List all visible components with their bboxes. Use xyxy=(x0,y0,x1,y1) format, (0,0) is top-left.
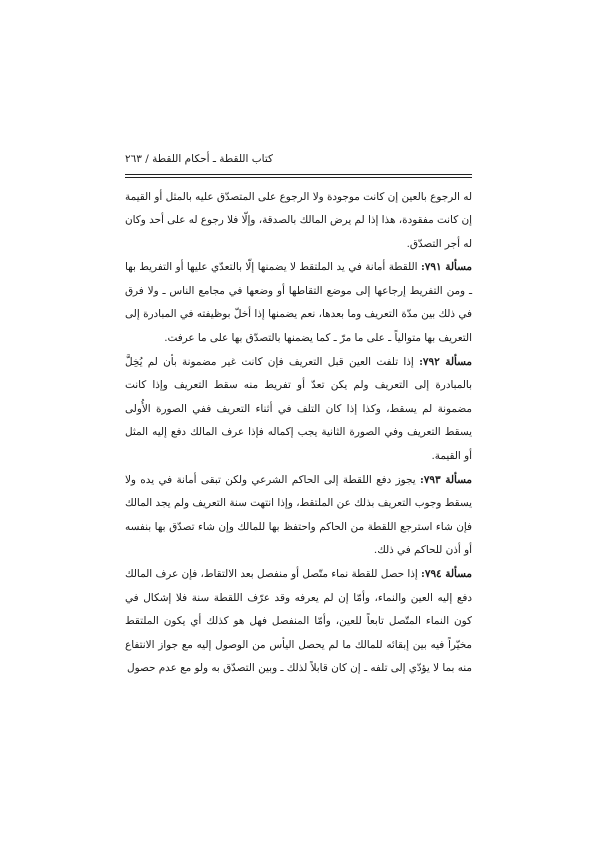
paragraph-masala-791 xyxy=(125,256,472,350)
running-head xyxy=(125,150,472,174)
paragraph-continuation xyxy=(125,186,472,257)
masala-heading: مسألة ٧٩١: xyxy=(420,261,472,274)
paragraph-text: اللقطة أمانة في يد الملتقط لا يضمنها إلّا بالتعدّي عليها أو التفريط بها ـ ومن التفريط إرجاعها إلى موضع التقاطها أو وضعها في مجامع الناس ـ ولا فرق في ذلك بين مدّة التعريف وما بعدها، نعم يضمنها إذا أخلّ بوظيفته في المبادرة إلى التعريف بها متوالياً ـ على ما مرّ ـ كما يضمنها بالتصدّق بها على ما عرفت. xyxy=(125,261,472,345)
running-head-text: كتاب اللقطة ـ أحكام اللقطة / ٢٦٣ xyxy=(125,153,274,165)
body-text xyxy=(125,186,472,681)
header-double-rule xyxy=(125,174,472,178)
masala-heading: مسألة ٧٩٣: xyxy=(419,473,472,486)
paragraph-masala-792 xyxy=(125,351,472,469)
paragraph-text: إذا تلفت العين قبل التعريف فإن كانت غير مضمونة بأن لم يُخِلَّ بالمبادرة إلى التعريف ولم يكن تعدّ أو تفريط منه سقط التعريف وإذا كانت مضمونة لم يسقط، وكذا إذا كان التلف في أثناء التعريف ففي الصورة الأُولى يسقط التعريف وفي الصورة الثانية يجب إكماله فإذا عرف المالك دفع إليه المثل أو القيمة. xyxy=(125,355,472,463)
paragraph-text: يجوز دفع اللقطة إلى الحاكم الشرعي ولكن تبقى أمانة في يده ولا يسقط وجوب التعريف بذلك عن الملتقط، وإذا انتهت سنة التعريف ولم يجد المالك فإن شاء استرجع اللقطة من الحاكم واحتفظ بها للمالك وإن شاء تصدّق بها بنفسه أو أذن للحاكم في ذلك. xyxy=(125,473,472,557)
paragraph-text: إذا حصل للقطة نماء متّصل أو منفصل بعد الالتقاط، فإن عرف المالك دفع إليه العين والنماء، وأمّا إن لم يعرفه وقد عرّف اللقطة سنة فلا إشكال في كون النماء المتّصل تابعاً للعين، وأمّا المنفصل فهل هو كذلك أي يكون الملتقط مخيّراً فيه بين إبقائه للمالك ما لم يحصل اليأس من الوصول إليه مع جواز الانتفاع منه بما لا يؤدّي إلى تلفه ـ إن كان قابلاً لذلك ـ وبين التصدّق به ولو مع عدم حصول xyxy=(125,568,472,675)
book-page xyxy=(125,150,472,770)
masala-heading: مسألة ٧٩٢: xyxy=(419,355,472,368)
paragraph-text: له الرجوع بالعين إن كانت موجودة ولا الرجوع على المتصدّق عليه بالمثل أو القيمة إن كانت مفقودة، هذا إذا لم يرض المالك بالصدقة، وإلّا فلا رجوع له على أحد وكان له أجر التصدّق. xyxy=(125,190,472,250)
paragraph-masala-794 xyxy=(125,563,472,681)
paragraph-masala-793 xyxy=(125,469,472,563)
masala-heading: مسألة ٧٩٤: xyxy=(421,568,472,580)
